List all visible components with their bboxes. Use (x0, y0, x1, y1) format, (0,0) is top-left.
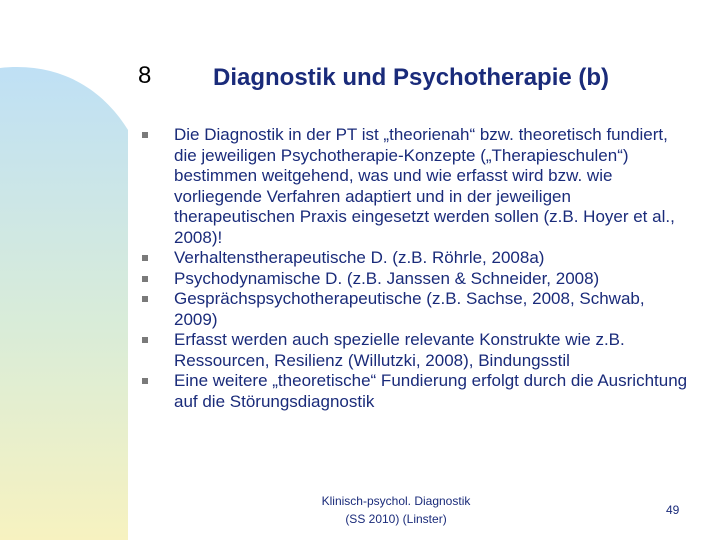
slide-title: Diagnostik und Psychotherapie (b) (213, 64, 610, 91)
footer-text (296, 492, 496, 528)
bullet-list (142, 125, 692, 412)
list-item (142, 269, 692, 290)
bullet-text: Psychodynamische D. (z.B. Janssen & Schneider, 2008) (174, 268, 600, 288)
square-bullet-icon (142, 276, 148, 282)
footer-line-course: Klinisch-psychol. Diagnostik (321, 494, 471, 508)
list-item (142, 371, 692, 412)
list-item (142, 330, 692, 371)
bullet-text: Eine weitere „theoretische“ Fundierung erfolgt durch die Ausrichtung auf die Störungsdiagnostik (174, 371, 688, 411)
slide-number: 8 (138, 62, 152, 89)
page-number: 49 (666, 503, 680, 517)
square-bullet-icon (142, 378, 148, 384)
bullet-text: Gesprächspsychotherapeutische (z.B. Sachse, 2008, Schwab, 2009) (174, 289, 645, 329)
square-bullet-icon (142, 337, 148, 343)
footer-line-term: (SS 2010) (Linster) (345, 512, 447, 526)
bullet-text: Die Diagnostik in der PT ist „theorienah“ bzw. theoretisch fundiert, die jeweiligen Psychotherapie-Konzepte („Therapieschulen“) bestimmen weitgehend, was und wie erfasst wird bzw. wie vorliegende Verfahren adaptiert und in der jeweiligen therapeutischen Praxis eingesetzt werden sollen (z.B. Hoyer et al., 2008)! (174, 125, 675, 247)
square-bullet-icon (142, 132, 148, 138)
bullet-text: Verhaltenstherapeutische D. (z.B. Röhrle, 2008a) (174, 248, 545, 267)
square-bullet-icon (142, 255, 148, 261)
bullet-text: Erfasst werden auch spezielle relevante Konstrukte wie z.B. Ressourcen, Resilienz (Willutzki, 2008), Bindungsstil (174, 330, 625, 370)
square-bullet-icon (142, 296, 148, 302)
list-item (142, 289, 692, 330)
list-item (142, 248, 692, 269)
list-item (142, 125, 692, 248)
